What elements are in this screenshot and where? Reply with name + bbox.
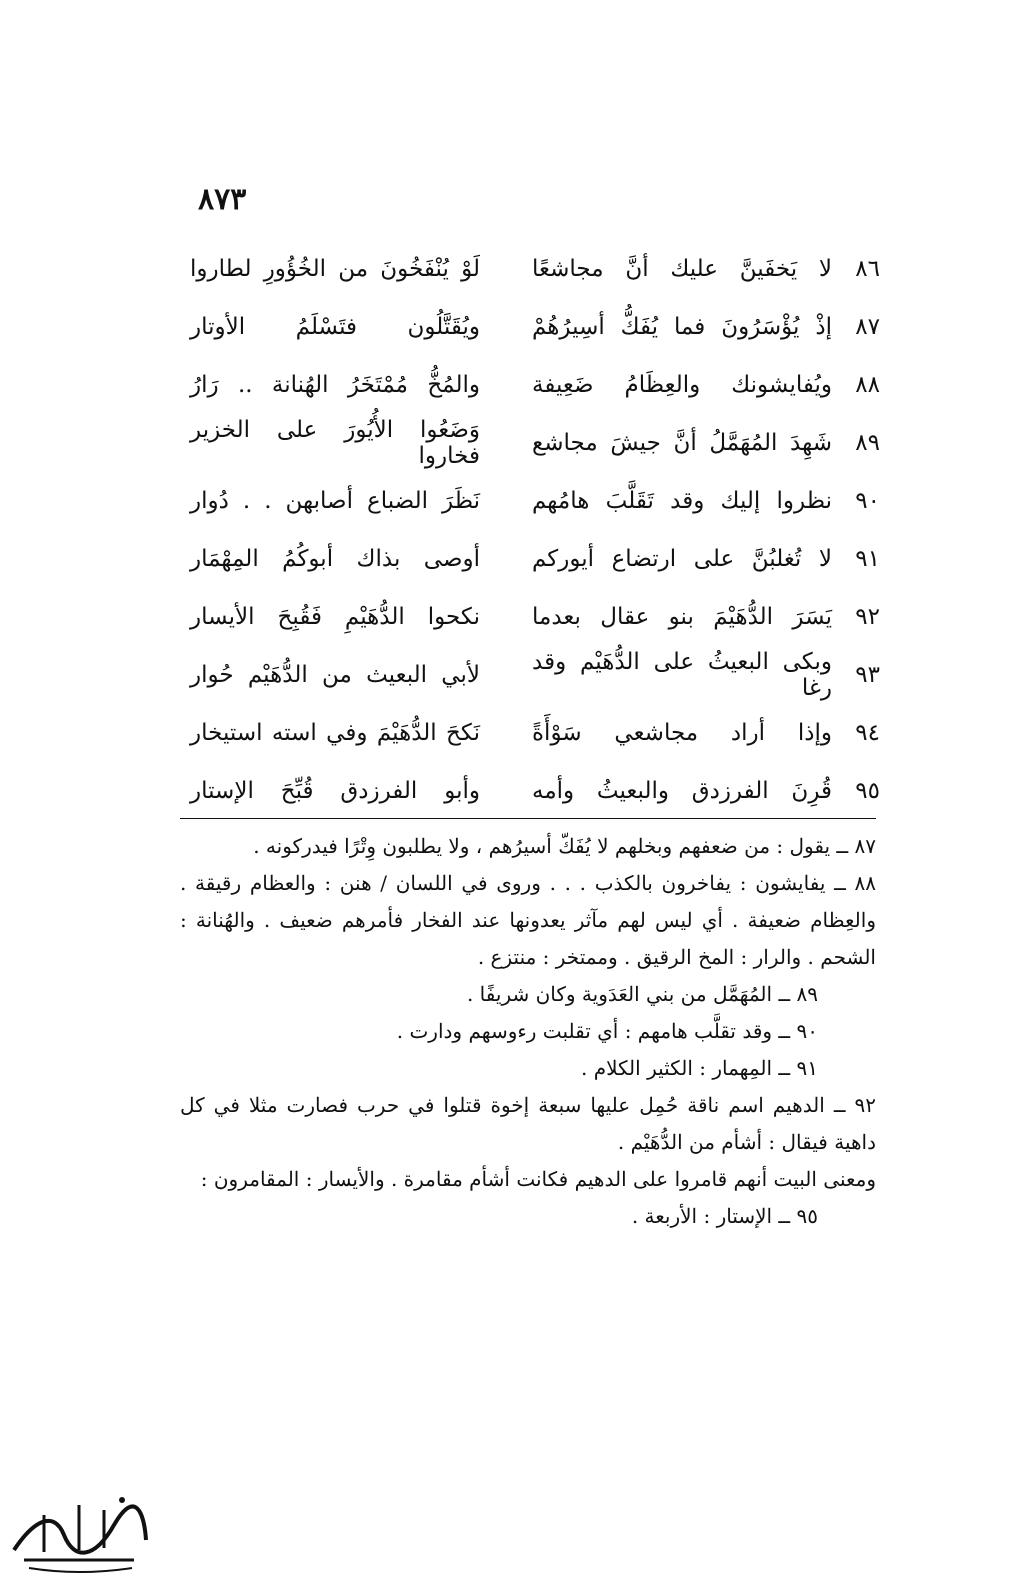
verse-95 [180,762,880,820]
footnote-88: ٨٨ ــ يفايشون : يفاخرون بالكذب . . . وروى في اللسان / هنن : والعظام رقيقة . والعِظام ضعيفة . أي ليس لهم مآثر يعدونها عند الفخار فأمرهم ضعيف . والهُنانة : الشحم . والرار : المخ الرقيق . وممتخر : منتزع . [180,871,876,969]
verse-second-hemistich: نَظَرَ الضباع أصابهن . . دُوار [190,488,480,514]
verse-number: ٨٨ [855,372,880,398]
verse-90 [180,472,880,530]
verse-number: ٩٤ [855,720,880,746]
footnote-87: ٨٧ ــ يقول : من ضعفهم وبخلهم لا يُفَكّ أسيرُهم ، ولا يطلبون وِتْرًا فيدركونه . [253,834,876,858]
library-seal-logo [4,1480,154,1580]
page-number: ٨٧٣ [198,182,247,217]
verse-number: ٩٠ [855,488,880,514]
verse-92 [180,588,880,646]
verse-91 [180,530,880,588]
verse-86 [180,240,880,298]
verse-first-hemistich: نظروا إليك وقد تَقَلَّبَ هامُهم [532,488,832,514]
verse-number: ٨٧ [855,314,880,340]
verse-second-hemistich: نكحوا الدُّهَيْمِ فَقُبِحَ الأيسار [190,604,480,630]
verse-number: ٨٦ [855,256,880,282]
verse-second-hemistich: ويُقَتَّلُون فتَسْلَمُ الأوتار [190,314,480,340]
verse-number: ٨٩ [855,430,880,456]
verse-second-hemistich: لَوْ يُنْفَخُونَ من الخُؤُورِ لطاروا [190,256,480,282]
verse-number: ٩٥ [855,778,880,804]
verse-93 [180,646,880,704]
footnote-89: ٨٩ ــ المُهَمَّل من بني العَدَوية وكان شريفًا . [466,982,818,1006]
footnote-90: ٩٠ ــ وقد تقلَّب هامهم : أي تقلبت رءوسهم ودارت . [396,1019,818,1043]
footnote-91: ٩١ ــ المِهمار : الكثير الكلام . [580,1056,818,1080]
verse-second-hemistich: والمُخُّ مُمْتَخَرُ الهُنانة .. رَارُ [190,372,480,398]
verse-first-hemistich: وبكى البعيثُ على الدُّهَيْم وقد رغا [532,649,832,701]
poem-verses [180,240,880,820]
verse-first-hemistich: ويُفايشونك والعِظَامُ ضَعِيفة [532,372,832,398]
footnotes [180,828,876,1235]
verse-88 [180,356,880,414]
footnote-95: ٩٥ ــ الإستار : الأربعة . [631,1204,818,1228]
verse-94 [180,704,880,762]
verse-89 [180,414,880,472]
verse-number: ٩٢ [855,604,880,630]
verse-second-hemistich: أوصى بذاك أبوكُمُ المِهْمَار [190,546,480,572]
footnote-92-meaning: ومعنى البيت أنهم قامروا على الدهيم فكانت أشأم مقامرة . والأيسار : المقامرون : [200,1167,876,1191]
verse-first-hemistich: قُرِنَ الفرزدق والبعيثُ وأمه [532,778,832,804]
verse-first-hemistich: شَهِدَ المُهَمَّلُ أنَّ جيشَ مجاشع [532,430,832,456]
verse-number: ٩٣ [855,662,880,688]
verse-87 [180,298,880,356]
verse-first-hemistich: إذْ يُؤْسَرُونَ فما يُفَكُّ أسِيرُهُمْ [532,314,832,340]
verse-second-hemistich: وأبو الفرزدق قُبِّحَ الإستار [190,778,480,804]
footnote-92: ٩٢ ــ الدهيم اسم ناقة حُمِل عليها سبعة إخوة قتلوا في حرب فصارت مثلا في كل داهية فيقال : أشأم من الدُّهَيْم . [180,1093,876,1154]
verse-second-hemistich: وَضَعُوا الأُيُورَ على الخزير فخاروا [190,417,480,469]
verse-first-hemistich: يَسَرَ الدُّهَيْمَ بنو عقال بعدما [532,604,832,630]
verse-second-hemistich: لأبي البعيث من الدُّهَيْم حُوار [190,662,480,688]
verse-number: ٩١ [855,546,880,572]
verse-first-hemistich: وإذا أراد مجاشعي سَوْأَةً [532,720,832,746]
verse-second-hemistich: نَكحَ الدُّهَيْمَ وفي استه استيخار [190,720,480,746]
verse-first-hemistich: لا يَخفَينَّ عليك أنَّ مجاشعًا [532,256,832,282]
footnote-divider [180,818,876,819]
verse-first-hemistich: لا تُغلبُنَّ على ارتضاع أيوركم [532,546,832,572]
